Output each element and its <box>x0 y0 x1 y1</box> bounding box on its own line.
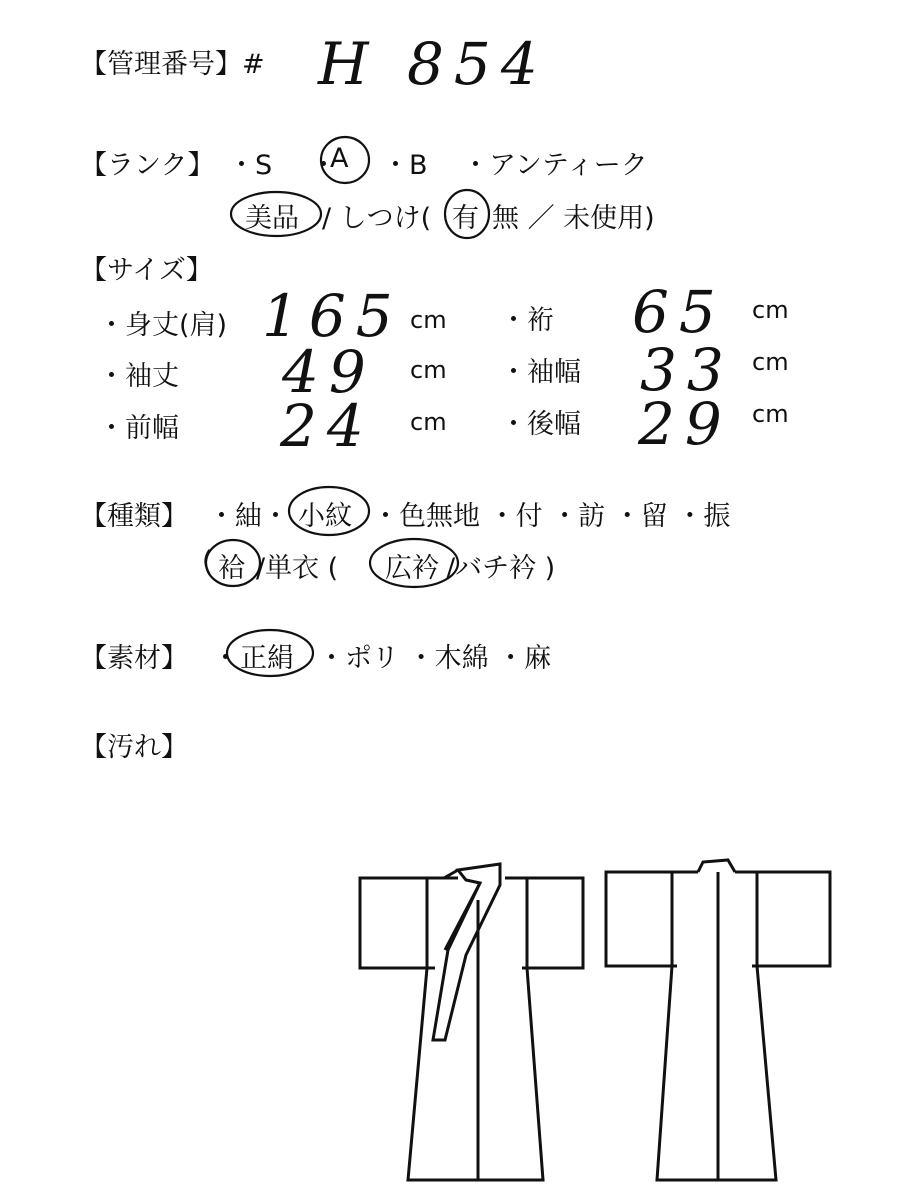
circle-shoken <box>227 630 313 676</box>
rank-detail-ari: 有 <box>452 203 479 234</box>
rank-detail-shitsuke: / しつけ( <box>322 203 432 234</box>
type-others: ・色無地 ・付 ・訪 ・留 ・振 <box>372 501 731 532</box>
size-sodetake-label: ・袖丈 <box>98 361 179 392</box>
material-label: 【素材】 <box>80 643 188 674</box>
rank-label: 【ランク】 <box>80 150 215 181</box>
size-sodehaba-unit: cm <box>752 348 789 376</box>
circle-awase <box>206 540 260 586</box>
type-awase: 袷 <box>218 553 245 584</box>
size-sodehaba-label: ・袖幅 <box>500 357 581 388</box>
type-hiroeri: 広衿 <box>385 553 439 584</box>
circle-ari <box>445 190 489 238</box>
stains-label: 【汚れ】 <box>80 732 188 763</box>
rank-option-b: ・B <box>382 150 428 181</box>
size-atohaba-label: ・後幅 <box>500 409 581 440</box>
size-mitake-value: 165 <box>262 282 403 350</box>
material-shoken: 正絹 <box>240 643 294 674</box>
size-mitake-label: ・身丈(肩) <box>98 310 228 341</box>
management-number-label: 【管理番号】# <box>80 49 265 80</box>
size-mitake-unit: cm <box>410 306 447 334</box>
type-hitoe: /単衣 ( <box>256 553 339 584</box>
type-komon: 小紋 <box>298 501 352 532</box>
type-label: 【種類】 <box>80 501 188 532</box>
rank-option-s: ・S <box>228 150 273 181</box>
circle-bihin <box>231 192 321 236</box>
rank-option-a: A <box>330 143 349 174</box>
size-maehaba-label: ・前幅 <box>98 413 179 444</box>
management-number-value: H 854 <box>318 30 548 98</box>
circle-hiroeri <box>370 539 458 587</box>
size-yuki-unit: cm <box>752 296 789 324</box>
type-tsumugi: ・紬・ <box>208 501 289 532</box>
material-others: ・ポリ ・木綿 ・麻 <box>318 643 552 674</box>
size-atohaba-unit: cm <box>752 400 789 428</box>
kimono-front-diagram <box>360 864 583 1180</box>
size-label: 【サイズ】 <box>80 255 213 286</box>
rank-detail-nashi-mishiyou: 無 ／ 未使用) <box>492 203 655 234</box>
size-atohaba-value: 29 <box>638 390 732 458</box>
material-dot: ・ <box>212 643 239 674</box>
circle-komon <box>289 487 369 535</box>
size-maehaba-value: 24 <box>280 392 374 460</box>
size-sodetake-value: 49 <box>282 338 376 406</box>
size-yuki-label: ・裄 <box>500 305 554 336</box>
size-sodehaba-value: 33 <box>640 336 734 404</box>
rank-option-antique: ・アンティーク <box>462 150 648 181</box>
size-maehaba-unit: cm <box>410 408 447 436</box>
size-sodetake-unit: cm <box>410 356 447 384</box>
kimono-back-diagram <box>606 860 830 1180</box>
circle-rank-a <box>321 137 369 183</box>
size-yuki-value: 65 <box>632 278 726 346</box>
type-bachieri: /バチ衿 ) <box>446 553 556 584</box>
rank-detail-bihin: 美品 <box>245 203 299 234</box>
rank-option-dot: ・ <box>310 150 337 181</box>
type-paren-open: ( <box>202 546 213 577</box>
